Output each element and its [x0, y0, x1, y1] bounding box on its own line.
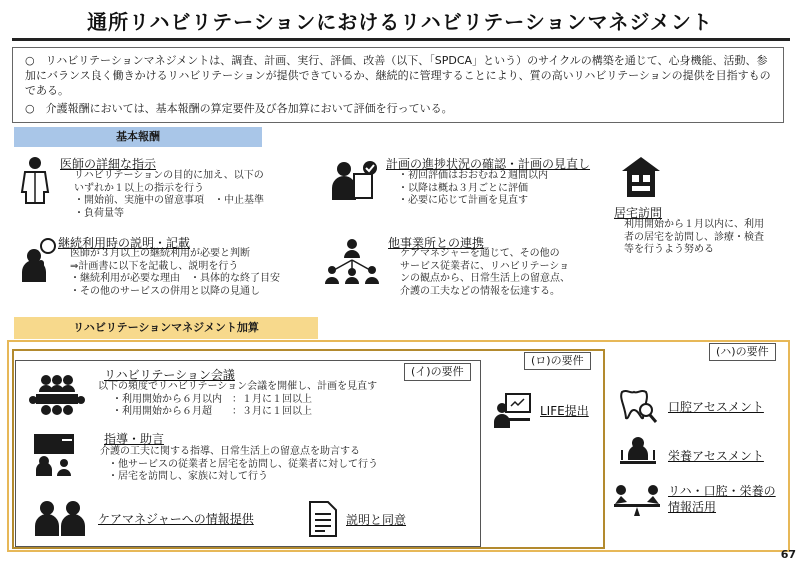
person-check-icon [332, 160, 378, 200]
keizoku-line-1: 医師が３月以上の継続利用が必要と判断 [70, 248, 250, 259]
intro-box [12, 47, 784, 123]
kyotaku-title: 居宅訪問 [614, 206, 663, 220]
kaigi-body [98, 381, 377, 419]
kyotaku-line-2: 者の居宅を訪問し、診療・検査 [624, 231, 764, 243]
shido-body [100, 446, 378, 484]
page-number: 67 [780, 548, 796, 561]
rehab-info-line-2: 情報活用 [668, 500, 717, 514]
renkei-line-3: ンの観点から、日常生活上の留意点、 [400, 273, 570, 284]
ro-tag: (ロ)の要件 [524, 352, 591, 370]
keizoku-line-3: ・継続利用が必要な理由 ・具体的な終了目安 [70, 273, 280, 284]
shido-title: 指導・助言 [104, 432, 165, 446]
shiji-line-2: いずれか１以上の指示を行う [74, 182, 204, 194]
ha-tag: (ハ)の要件 [709, 343, 776, 361]
renkei-line-2: サービス従業者に、リハビリテーショ [400, 260, 570, 272]
document-icon [308, 500, 338, 538]
shido-line-3: ・居宅を訪問し、家族に対して行う [108, 471, 268, 482]
kaigi-line-1: 以下の頻度でリハビリテーション会議を開催し、計画を見直す [98, 381, 378, 392]
shido-line-2: ・他サービスの従業者と居宅を訪問し、従業者に対して行う [108, 458, 378, 470]
caremanager-info-label: ケアマネジャーへの情報提供 [98, 512, 254, 526]
title-divider [12, 38, 790, 41]
kihon-banner: 基本報酬 [14, 127, 262, 147]
kasan-banner: リハビリテーションマネジメント加算 [14, 317, 318, 339]
network-people-icon [324, 238, 380, 284]
renkei-line-4: 介護の工夫などの情報を伝達する。 [400, 285, 560, 297]
house-icon [620, 155, 662, 199]
seesaw-people-icon [612, 484, 662, 516]
doctor-icon [18, 156, 52, 204]
kaigi-line-3: ・利用開始から６月超 ：３月に１回以上 [112, 406, 312, 417]
shiji-title: 医師の詳細な指示 [60, 157, 157, 171]
kaigi-title: リハビリテーション会議 [104, 368, 235, 382]
koukuu-label: 口腔アセスメント [668, 400, 764, 414]
shinchoku-body [398, 170, 548, 208]
page-title: 通所リハビリテーションにおけるリハビリテーションマネジメント [87, 10, 713, 34]
eiyou-label: 栄養アセスメント [668, 449, 764, 463]
intro-paragraph-1: ○ リハビリテーションマネジメントは、調査、計画、実行、評価、改善（以下、「SPDCA」という）のサイクルの構築を通じて、心身機能、活動、参加にバランス良く働きかけるリハビリテーションが提供できているか、継続的に管理することにより、質の高いリハビリテーションの提供を目指すものである。 [25, 54, 771, 97]
kyotaku-line-1: 利用開始から１月以内に、利用 [624, 219, 764, 230]
shinchoku-line-3: ・必要に応じて計画を見直す [398, 195, 528, 206]
renkei-title: 他事業所との連携 [388, 236, 485, 250]
rehab-info-label [668, 483, 776, 515]
dining-person-icon [618, 436, 658, 472]
life-label: LIFE提出 [540, 404, 589, 418]
shinchoku-line-2: ・以降は概ね３月ごとに評価 [398, 182, 528, 194]
kaigi-line-2: ・利用開始から６月以内 ：１月に１回以上 [112, 393, 312, 405]
shinchoku-line-1: ・初回評価はおおむね２週間以内 [398, 170, 548, 181]
shinchoku-title: 計画の進捗状況の確認・計画の見直し [386, 157, 591, 171]
teaching-icon [32, 432, 76, 476]
shiji-line-3: ・開始前、実施中の留意事項 ・中止基準 [74, 195, 264, 206]
renkei-body [400, 248, 570, 298]
shiji-line-1: リハビリテーションの目的に加え、以下の [74, 170, 264, 181]
shido-line-1: 介護の工夫に関する指導、日常生活上の留意点を助言する [100, 446, 360, 457]
intro-paragraph-2: ○ 介護報酬においては、基本報酬の算定要件及び各加算において評価を行っている。 [25, 102, 453, 115]
thinking-person-icon [20, 238, 60, 282]
keizoku-line-2: ⇒計画書に以下を記載し、説明を行う [70, 260, 239, 272]
setsumei-label: 説明と同意 [346, 513, 407, 527]
meeting-icon [28, 374, 86, 416]
shiji-line-4: ・負荷量等 [74, 207, 124, 219]
tooth-magnifier-icon [618, 388, 658, 424]
two-people-talking-icon [34, 500, 86, 536]
keizoku-body [70, 248, 280, 298]
keizoku-title: 継続利用時の説明・記載 [58, 236, 191, 250]
i-tag: (イ)の要件 [404, 363, 471, 381]
computer-person-icon [494, 392, 532, 428]
kyotaku-line-3: 等を行うよう努める [624, 244, 714, 255]
rehab-info-line-1: リハ・口腔・栄養の [668, 484, 776, 498]
keizoku-line-4: ・その他のサービスの併用と以降の見通し [70, 285, 260, 297]
kyotaku-body [624, 219, 764, 257]
shiji-body [74, 170, 264, 220]
renkei-line-1: ケアマネジャーを通じて、その他の [400, 248, 560, 259]
